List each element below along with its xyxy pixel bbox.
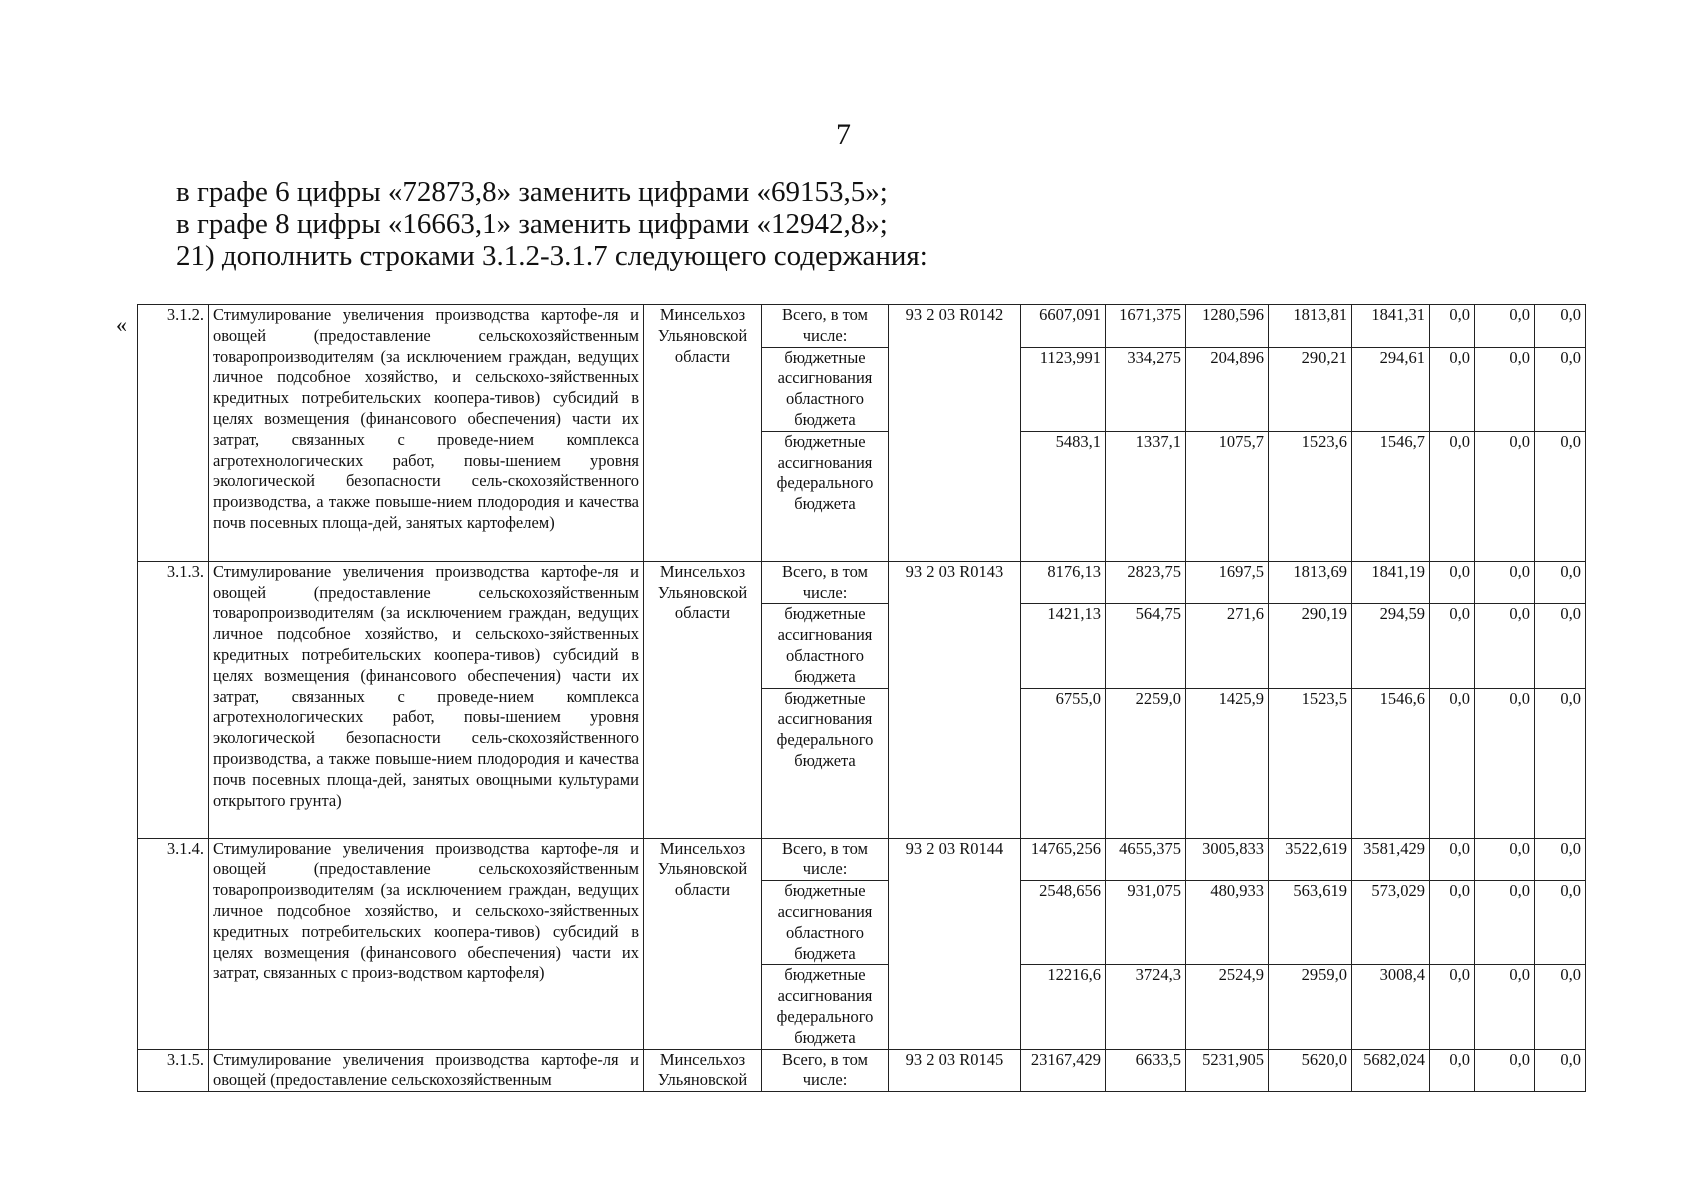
funding-source: бюджетные ассигнования областного бюджета — [762, 604, 889, 688]
value-cell: 931,075 — [1106, 881, 1186, 965]
value-cell: 271,6 — [1186, 604, 1269, 688]
value-cell: 0,0 — [1430, 688, 1475, 838]
value-cell: 0,0 — [1535, 431, 1586, 561]
value-cell: 0,0 — [1535, 1049, 1586, 1092]
row-description: Стимулирование увеличения производства картофе-ля и овощей (предоставление сельскохозяйственным товаропроизводителям (за исключением граждан, ведущих личное подсобное хозяйство, и сельскохо-зяйственных кредитных потребительских коопера-тивов) субсидий в целях возмещения (финансового обеспечения) части их затрат, связанных с произ-водством картофеля) — [209, 838, 644, 1049]
value-cell: 1841,19 — [1352, 561, 1430, 604]
funding-source: Всего, в том числе: — [762, 1049, 889, 1092]
value-cell: 1546,6 — [1352, 688, 1430, 838]
value-cell: 290,21 — [1269, 347, 1352, 431]
funding-source: бюджетные ассигнования областного бюджета — [762, 881, 889, 965]
value-cell: 0,0 — [1475, 561, 1535, 604]
row-organization: Минсельхоз Ульяновской области — [644, 561, 762, 838]
row-organization: Минсельхоз Ульяновской — [644, 1049, 762, 1092]
value-cell: 5231,905 — [1186, 1049, 1269, 1092]
value-cell: 0,0 — [1535, 881, 1586, 965]
value-cell: 480,933 — [1186, 881, 1269, 965]
value-cell: 5620,0 — [1269, 1049, 1352, 1092]
value-cell: 1841,31 — [1352, 305, 1430, 348]
value-cell: 2548,656 — [1021, 881, 1106, 965]
value-cell: 0,0 — [1430, 347, 1475, 431]
value-cell: 1697,5 — [1186, 561, 1269, 604]
value-cell: 6755,0 — [1021, 688, 1106, 838]
opening-quote-mark: « — [116, 312, 127, 337]
value-cell: 1425,9 — [1186, 688, 1269, 838]
value-cell: 294,61 — [1352, 347, 1430, 431]
value-cell: 1523,6 — [1269, 431, 1352, 561]
value-cell: 0,0 — [1535, 561, 1586, 604]
value-cell: 14765,256 — [1021, 838, 1106, 881]
value-cell: 3008,4 — [1352, 965, 1430, 1049]
value-cell: 2823,75 — [1106, 561, 1186, 604]
value-cell: 0,0 — [1430, 838, 1475, 881]
value-cell: 0,0 — [1475, 838, 1535, 881]
value-cell: 0,0 — [1475, 431, 1535, 561]
value-cell: 1075,7 — [1186, 431, 1269, 561]
value-cell: 1280,596 — [1186, 305, 1269, 348]
funding-source: бюджетные ассигнования федерального бюджета — [762, 688, 889, 838]
row-number: 3.1.4. — [138, 838, 209, 1049]
value-cell: 8176,13 — [1021, 561, 1106, 604]
value-cell: 1123,991 — [1021, 347, 1106, 431]
funding-source: Всего, в том числе: — [762, 561, 889, 604]
budget-code: 93 2 03 R0144 — [889, 838, 1021, 1049]
value-cell: 334,275 — [1106, 347, 1186, 431]
value-cell: 2259,0 — [1106, 688, 1186, 838]
value-cell: 12216,6 — [1021, 965, 1106, 1049]
value-cell: 0,0 — [1475, 305, 1535, 348]
value-cell: 0,0 — [1430, 604, 1475, 688]
table-row — [138, 1049, 1586, 1092]
page-number: 7 — [836, 118, 851, 151]
value-cell: 0,0 — [1535, 347, 1586, 431]
value-cell: 3005,833 — [1186, 838, 1269, 881]
value-cell: 2959,0 — [1269, 965, 1352, 1049]
row-organization: Минсельхоз Ульяновской области — [644, 838, 762, 1049]
value-cell: 6607,091 — [1021, 305, 1106, 348]
value-cell: 2524,9 — [1186, 965, 1269, 1049]
value-cell: 5682,024 — [1352, 1049, 1430, 1092]
budget-code: 93 2 03 R0143 — [889, 561, 1021, 838]
row-description: Стимулирование увеличения производства картофе-ля и овощей (предоставление сельскохозяйственным товаропроизводителям (за исключением граждан, ведущих личное подсобное хозяйство, и сельскохо-зяйственных кредитных потребительских коопера-тивов) субсидий в целях возмещения (финансового обеспечения) части их затрат, связанных с проведе-нием комплекса агротехнологических работ, повы-шением уровня экологической безопасности сель-скохозяйственного производства, а также повыше-нием плодородия и качества почв посевных площа-дей, занятых картофелем) — [209, 305, 644, 562]
intro-text — [176, 176, 928, 272]
row-description: Стимулирование увеличения производства картофе-ля и овощей (предоставление сельскохозяйственным — [209, 1049, 644, 1092]
funding-source: Всего, в том числе: — [762, 305, 889, 348]
value-cell: 0,0 — [1475, 688, 1535, 838]
funding-source: бюджетные ассигнования федерального бюджета — [762, 431, 889, 561]
value-cell: 0,0 — [1535, 838, 1586, 881]
row-number: 3.1.2. — [138, 305, 209, 562]
value-cell: 294,59 — [1352, 604, 1430, 688]
value-cell: 23167,429 — [1021, 1049, 1106, 1092]
value-cell: 564,75 — [1106, 604, 1186, 688]
funding-source: Всего, в том числе: — [762, 838, 889, 881]
value-cell: 5483,1 — [1021, 431, 1106, 561]
value-cell: 0,0 — [1475, 1049, 1535, 1092]
value-cell: 4655,375 — [1106, 838, 1186, 881]
row-description: Стимулирование увеличения производства картофе-ля и овощей (предоставление сельскохозяйственным товаропроизводителям (за исключением граждан, ведущих личное подсобное хозяйство, и сельскохо-зяйственных кредитных потребительских коопера-тивов) субсидий в целях возмещения (финансового обеспечения) части их затрат, связанных с проведе-нием комплекса агротехнологических работ, повы-шением уровня экологической безопасности сель-скохозяйственного производства, а также повыше-нием плодородия и качества почв посевных площа-дей, занятых овощными культурами открытого грунта) — [209, 561, 644, 838]
budget-code: 93 2 03 R0142 — [889, 305, 1021, 562]
value-cell: 0,0 — [1535, 688, 1586, 838]
value-cell: 1546,7 — [1352, 431, 1430, 561]
value-cell: 0,0 — [1535, 965, 1586, 1049]
value-cell: 204,896 — [1186, 347, 1269, 431]
table-row — [138, 305, 1586, 348]
value-cell: 1421,13 — [1021, 604, 1106, 688]
row-number: 3.1.5. — [138, 1049, 209, 1092]
value-cell: 573,029 — [1352, 881, 1430, 965]
row-organization: Минсельхоз Ульяновской области — [644, 305, 762, 562]
value-cell: 1813,81 — [1269, 305, 1352, 348]
value-cell: 0,0 — [1430, 561, 1475, 604]
value-cell: 0,0 — [1535, 604, 1586, 688]
value-cell: 3581,429 — [1352, 838, 1430, 881]
value-cell: 3522,619 — [1269, 838, 1352, 881]
intro-line-3: 21) дополнить строками 3.1.2-3.1.7 следующего содержания: — [176, 240, 928, 272]
funding-source: бюджетные ассигнования областного бюджета — [762, 347, 889, 431]
value-cell: 0,0 — [1475, 965, 1535, 1049]
value-cell: 6633,5 — [1106, 1049, 1186, 1092]
value-cell: 0,0 — [1475, 347, 1535, 431]
value-cell: 0,0 — [1475, 604, 1535, 688]
table-row — [138, 838, 1586, 881]
table-row — [138, 561, 1586, 604]
intro-line-1: в графе 6 цифры «72873,8» заменить цифрами «69153,5»; — [176, 176, 888, 208]
value-cell: 0,0 — [1430, 881, 1475, 965]
intro-line-2: в графе 8 цифры «16663,1» заменить цифрами «12942,8»; — [176, 208, 888, 240]
value-cell: 563,619 — [1269, 881, 1352, 965]
value-cell: 1337,1 — [1106, 431, 1186, 561]
row-number: 3.1.3. — [138, 561, 209, 838]
budget-code: 93 2 03 R0145 — [889, 1049, 1021, 1092]
value-cell: 290,19 — [1269, 604, 1352, 688]
value-cell: 0,0 — [1430, 965, 1475, 1049]
value-cell: 0,0 — [1475, 881, 1535, 965]
value-cell: 1523,5 — [1269, 688, 1352, 838]
value-cell: 3724,3 — [1106, 965, 1186, 1049]
value-cell: 0,0 — [1430, 305, 1475, 348]
value-cell: 1813,69 — [1269, 561, 1352, 604]
value-cell: 1671,375 — [1106, 305, 1186, 348]
value-cell: 0,0 — [1535, 305, 1586, 348]
value-cell: 0,0 — [1430, 1049, 1475, 1092]
value-cell: 0,0 — [1430, 431, 1475, 561]
budget-table — [137, 304, 1586, 1092]
funding-source: бюджетные ассигнования федерального бюджета — [762, 965, 889, 1049]
